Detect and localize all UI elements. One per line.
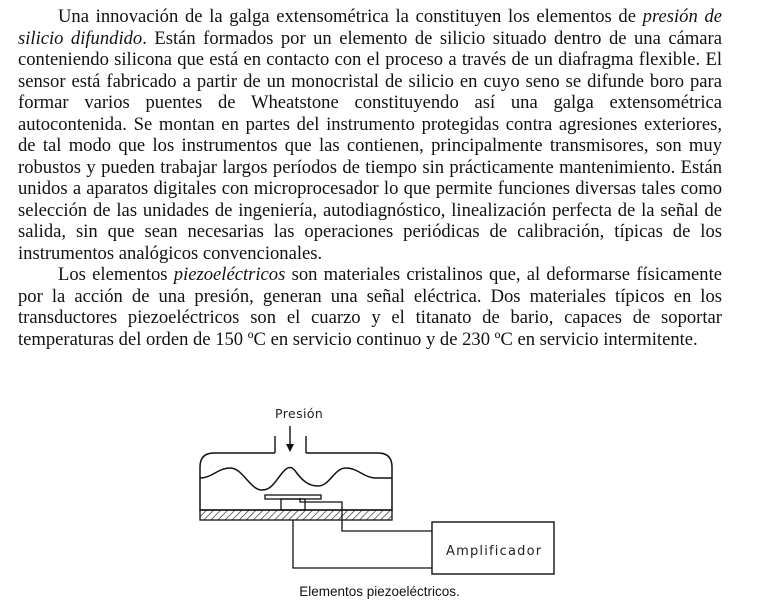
paragraph-body: . Están formados por un elemento de silicio situado dentro de una cámara conteniendo silicona que está en contacto con el proceso a través de un diafragma flexible. El sensor está fabricado a partir de un monocristal de silicio en cuyo seno se difunde boro para formar varios puentes de Wheatstone constituyendo así una galga extensométrica autocontenida. Se montan en partes del instrumento protegidas contra agresiones exteriores, de tal modo que los instrumentos que las contienen, principalmente transmisores, son muy robustos y pueden trabajar largos períodos de tiempo sin prácticamente mantenimiento. Están unidos a aparatos digitales con microprocesador lo que permite funciones diversas tales como selección de las unidades de ingeniería, autodiagnóstico, linealización perfecta de la señal de salida, sin que sean necesarias las operaciones periódicas de calibración, típicas de los instrumentos analógicos convencionales. bbox=[18, 27, 722, 264]
piezo-diagram bbox=[0, 398, 759, 588]
body-text bbox=[18, 6, 722, 350]
chamber-outline bbox=[200, 453, 392, 510]
emphasis-term: piezoeléctricos bbox=[173, 264, 286, 285]
pressure-arrow-head bbox=[286, 444, 294, 452]
paragraph-body: son materiales cristalinos que, al deformarse físicamente por la acción de una presión, generan una señal eléctrica. Dos materiales típicos en los transductores piezoeléctricos son el cuarzo y el titanato de bario, capaces de soportar temperaturas del orden de 150 ºC en servicio continuo y de 230 ºC en servicio intermitente. bbox=[18, 264, 723, 350]
amplifier-label: Amplificador bbox=[446, 544, 543, 559]
paragraph-lead: Una innovación de la galga extensométrica la constituyen los elementos de bbox=[58, 6, 643, 27]
emphasis-term: presión de silicio difundido bbox=[18, 6, 722, 49]
flexible-diaphragm bbox=[200, 468, 392, 491]
pressure-label: Presión bbox=[275, 406, 324, 421]
hatched-base bbox=[200, 510, 392, 520]
piezo-crystal bbox=[281, 499, 305, 510]
wire-lower bbox=[293, 520, 432, 568]
paragraph-piezo bbox=[18, 264, 722, 350]
paragraph-lead: Los elementos bbox=[58, 264, 174, 285]
figure-caption: Elementos piezoeléctricos. bbox=[299, 584, 460, 599]
piezo-figure bbox=[0, 398, 759, 600]
paragraph-silicio bbox=[18, 6, 722, 264]
